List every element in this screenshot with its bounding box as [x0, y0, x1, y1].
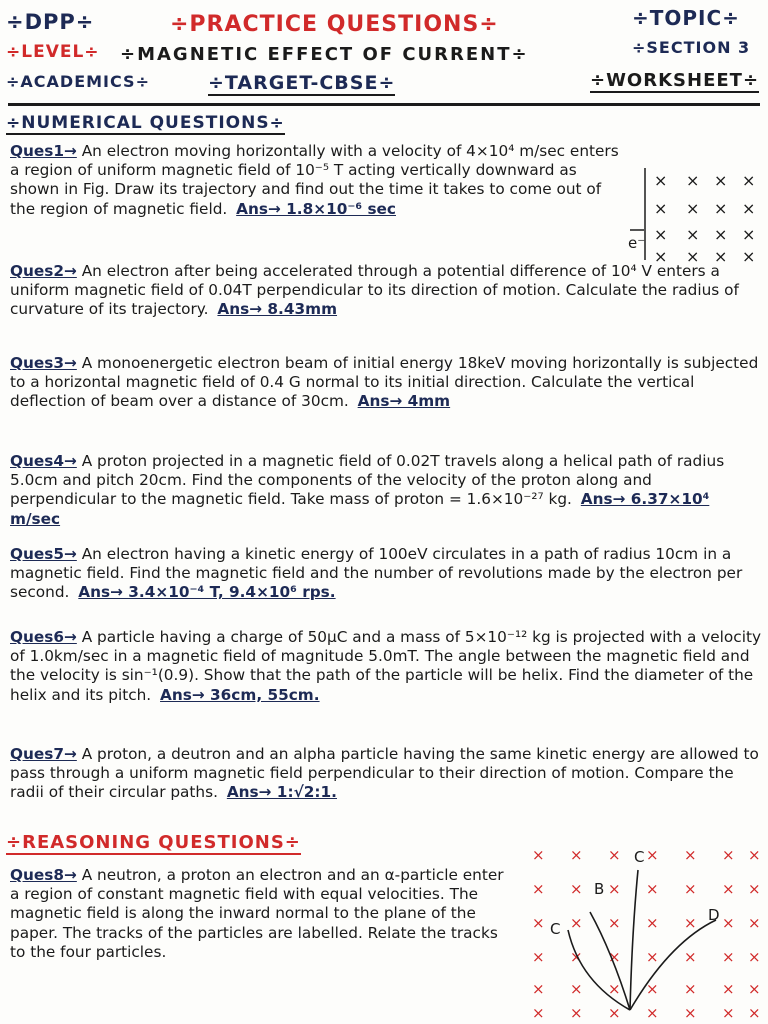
question-answer: Ans→ 36cm, 55cm.	[160, 685, 320, 704]
question-3	[10, 354, 762, 412]
field-cross-symbol: ×	[684, 914, 697, 932]
header-divider	[8, 103, 760, 106]
field-cross-symbol: ×	[714, 199, 728, 218]
field-cross-symbol: ×	[686, 225, 700, 244]
field-cross-symbol: ×	[654, 199, 668, 218]
question-8	[10, 866, 515, 962]
question-label: Ques2→	[10, 262, 77, 280]
field-cross-symbol: ×	[684, 948, 697, 966]
question-label: Ques3→	[10, 354, 77, 372]
track-d	[630, 920, 716, 1010]
question-2	[10, 262, 762, 320]
field-cross-symbol: ×	[748, 914, 761, 932]
field-cross-symbol: ×	[748, 880, 761, 898]
topic-name: ÷MAGNETIC EFFECT OF CURRENT÷	[120, 44, 529, 65]
field-cross-symbol: ×	[532, 914, 545, 932]
question-7	[10, 745, 762, 803]
field-cross-symbol: ×	[748, 948, 761, 966]
track-label: D	[708, 906, 720, 924]
question-text: A proton projected in a magnetic field of 0.02T travels along a helical path of radius 5.0cm and pitch 20cm. Find the components of the velocity of the proton along and perpendicular to the magnetic field. Take mass of proton = 1.6×10⁻²⁷ kg.	[10, 452, 725, 509]
question-5	[10, 545, 762, 603]
track-label: C	[550, 920, 561, 938]
field-cross-symbol: ×	[646, 880, 659, 898]
field-cross-symbol: ×	[722, 1004, 735, 1022]
track-c-top	[630, 870, 638, 1010]
question-label: Ques8→	[10, 866, 77, 884]
field-cross-symbol: ×	[570, 948, 583, 966]
question-answer: Ans→ 4mm	[357, 392, 451, 411]
field-cross-symbol: ×	[722, 948, 735, 966]
field-cross-symbol: ×	[532, 1004, 545, 1022]
field-cross-symbol: ×	[686, 171, 700, 190]
track-label: C	[634, 848, 645, 866]
field-cross-symbol: ×	[748, 980, 761, 998]
electron-label: e⁻	[628, 234, 646, 252]
question-text: An electron after being accelerated through a potential difference of 10⁴ V enters a uniform magnetic field of 0.04T perpendicular to its direction of motion. Calculate the radius of curvature of its trajectory.	[10, 262, 739, 319]
field-cross-symbol: ×	[722, 980, 735, 998]
field-cross-symbol: ×	[722, 914, 735, 932]
academics-label: ÷ACADEMICS÷	[6, 72, 150, 91]
question-text: An electron moving horizontally with a velocity of 4×10⁴ m/sec enters a region of uniform magnetic field of 10⁻⁵ T acting vertically downward as shown in Fig. Draw its trajectory and find out the time it takes to come out of the region of magnetic field.	[10, 142, 619, 218]
field-cross-symbol: ×	[608, 1004, 621, 1022]
field-cross-symbol: ×	[684, 846, 697, 864]
field-cross-symbol: ×	[714, 225, 728, 244]
field-cross-symbol: ×	[742, 171, 756, 190]
field-cross-symbol: ×	[532, 880, 545, 898]
topic-label: ÷TOPIC÷	[632, 6, 740, 30]
practice-questions-title: ÷PRACTICE QUESTIONS÷	[170, 12, 499, 37]
question-answer: Ans→ 3.4×10⁻⁴ T, 9.4×10⁶ rps.	[78, 583, 336, 602]
field-cross-symbol: ×	[532, 980, 545, 998]
level-label: ÷LEVEL÷	[6, 42, 100, 62]
question-1	[10, 142, 620, 219]
field-cross-symbol: ×	[686, 247, 700, 266]
field-cross-symbol: ×	[714, 171, 728, 190]
field-cross-symbol: ×	[646, 980, 659, 998]
question-answer: Ans→ 1.8×10⁻⁶ sec	[236, 199, 396, 218]
track-c-left	[568, 930, 630, 1010]
reasoning-questions-heading: ÷REASONING QUESTIONS÷	[6, 832, 301, 853]
section-label: ÷SECTION 3	[632, 38, 751, 57]
field-cross-symbol: ×	[714, 247, 728, 266]
field-cross-symbol: ×	[608, 846, 621, 864]
question-label: Ques6→	[10, 628, 77, 646]
field-cross-symbol: ×	[742, 225, 756, 244]
question-text: A particle having a charge of 50µC and a mass of 5×10⁻¹² kg is projected with a velocity of 1.0km/sec in a magnetic field of magnitude 5.0mT. The angle between the magnetic field and the velocity is sin⁻¹(0.9). Show that the path of the particle will be helix. Find the diameter of the helix and its pitch.	[10, 628, 762, 704]
question-4	[10, 452, 762, 529]
field-cross-symbol: ×	[608, 914, 621, 932]
worksheet-label: ÷WORKSHEET÷	[590, 70, 760, 91]
field-cross-symbol: ×	[748, 1004, 761, 1022]
question-text: A neutron, a proton an electron and an α-particle enter a region of constant magnetic field with equal velocities. The magnetic field is along the inward normal to the plane of the paper. The tracks of the particles are labelled. Relate the tracks to the four particles.	[10, 866, 504, 961]
field-cross-symbol: ×	[748, 846, 761, 864]
field-cross-symbol: ×	[742, 199, 756, 218]
field-cross-symbol: ×	[686, 199, 700, 218]
numerical-questions-heading: ÷NUMERICAL QUESTIONS÷	[6, 113, 285, 133]
field-cross-symbol: ×	[654, 171, 668, 190]
question-label: Ques4→	[10, 452, 77, 470]
question-answer: Ans→ 6.37×10⁴ m/sec	[10, 490, 710, 528]
field-cross-symbol: ×	[722, 846, 735, 864]
field-cross-symbol: ×	[570, 846, 583, 864]
question-label: Ques5→	[10, 545, 77, 563]
question-text: A proton, a deutron and an alpha particle having the same kinetic energy are allowed to pass through a uniform magnetic field perpendicular to their direction of motion. Compare the radii of their circular paths.	[10, 745, 759, 802]
field-cross-symbol: ×	[684, 980, 697, 998]
particle-tracks-figure	[520, 842, 768, 1022]
field-cross-symbol: ×	[646, 1004, 659, 1022]
magnetic-field-figure-1	[630, 160, 758, 268]
field-cross-symbol: ×	[684, 1004, 697, 1022]
track-label: B	[594, 880, 605, 898]
field-cross-symbol: ×	[608, 948, 621, 966]
question-text: An electron having a kinetic energy of 100eV circulates in a path of radius 10cm in a magnetic field. Find the magnetic field and the number of revolutions made by the electron per second.	[10, 545, 743, 602]
question-label: Ques1→	[10, 142, 77, 160]
question-text: A monoenergetic electron beam of initial energy 18keV moving horizontally is subjected to a horizontal magnetic field of 0.4 G normal to its initial direction. Calculate the vertical deflection of beam over a distance of 30cm.	[10, 354, 759, 411]
field-cross-symbol: ×	[532, 846, 545, 864]
question-6	[10, 628, 762, 705]
target-label: ÷TARGET-CBSE÷	[208, 72, 396, 94]
field-cross-symbol: ×	[608, 880, 621, 898]
field-cross-symbol: ×	[532, 948, 545, 966]
field-cross-symbol: ×	[654, 225, 668, 244]
field-cross-symbol: ×	[646, 914, 659, 932]
field-cross-symbol: ×	[684, 880, 697, 898]
dpp-label: ÷DPP÷	[6, 10, 95, 34]
question-answer: Ans→ 8.43mm	[217, 300, 338, 319]
field-cross-symbol: ×	[654, 247, 668, 266]
field-cross-symbol: ×	[722, 880, 735, 898]
field-cross-symbol: ×	[570, 880, 583, 898]
field-cross-symbol: ×	[608, 980, 621, 998]
question-label: Ques7→	[10, 745, 77, 763]
field-cross-symbol: ×	[570, 980, 583, 998]
field-cross-symbol: ×	[742, 247, 756, 266]
field-cross-symbol: ×	[646, 846, 659, 864]
field-cross-symbol: ×	[646, 948, 659, 966]
question-answer: Ans→ 1:√2:1.	[226, 783, 337, 802]
field-cross-symbol: ×	[570, 914, 583, 932]
field-cross-symbol: ×	[570, 1004, 583, 1022]
